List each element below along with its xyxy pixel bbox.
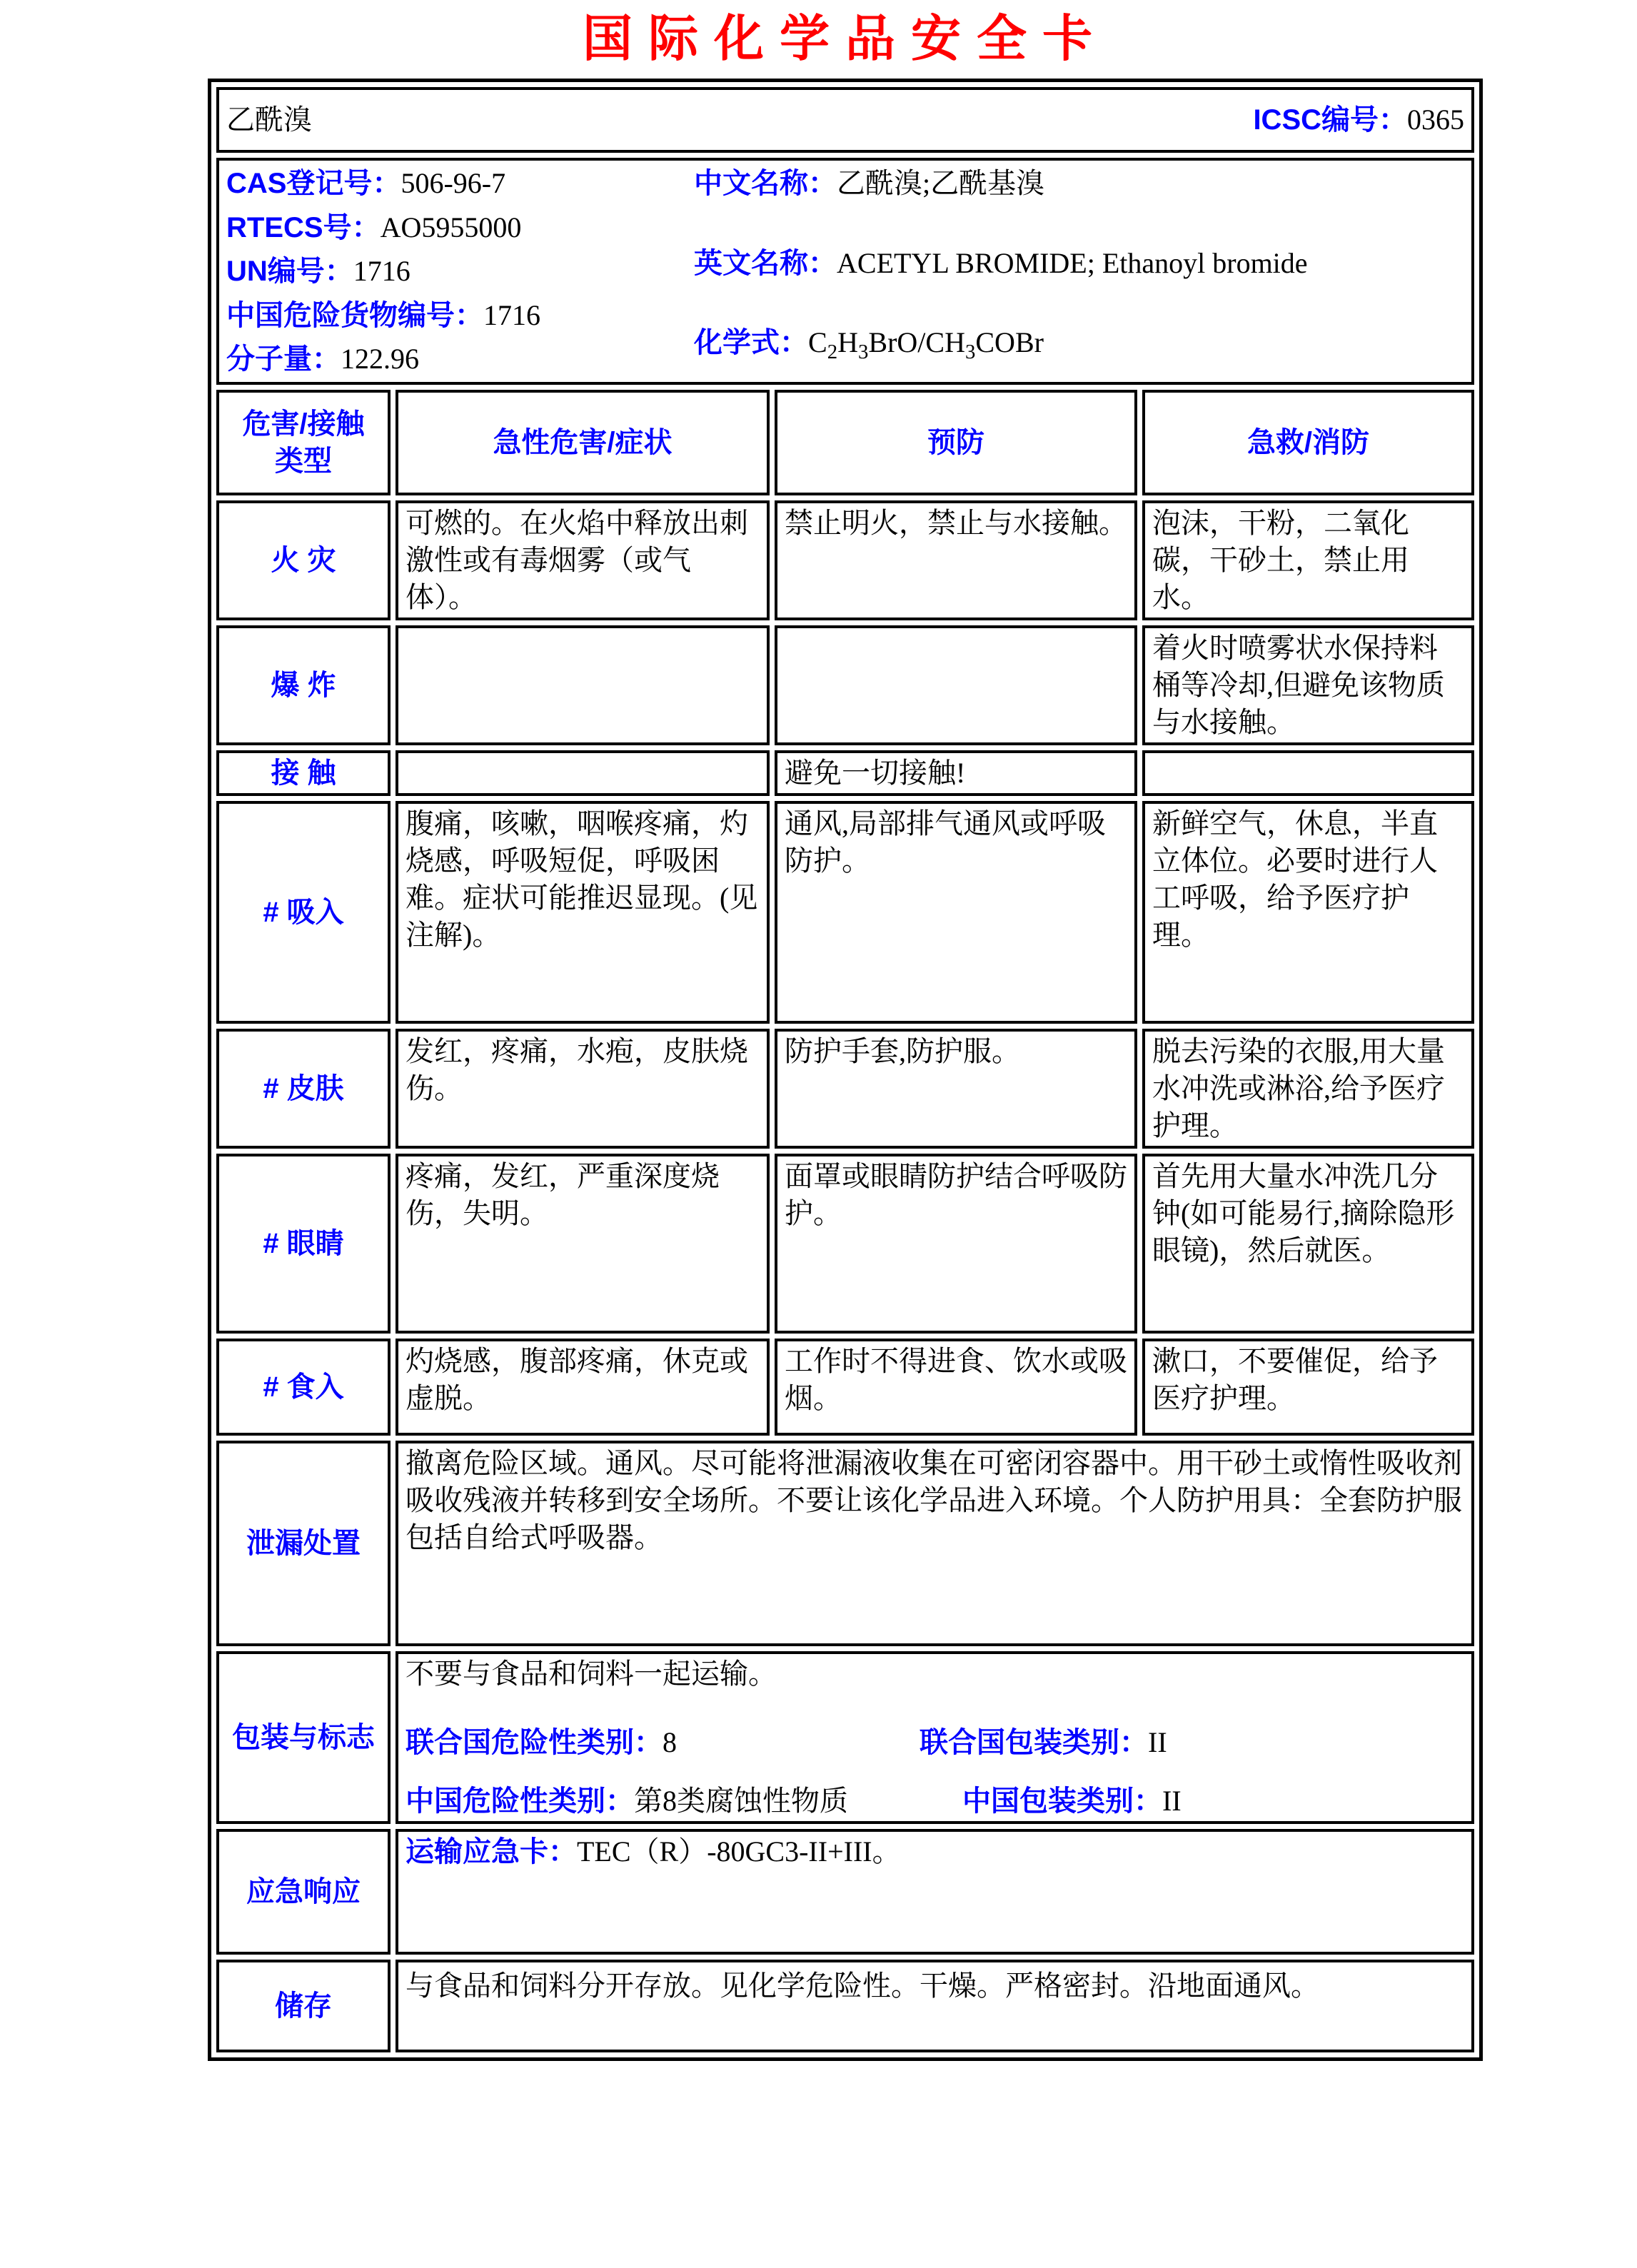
- skin-prevention-cell: 防护手套,防护服。: [775, 1029, 1137, 1149]
- inhalation-row: [216, 801, 1474, 1024]
- formula-line: [694, 324, 1464, 371]
- fire-fighting-cell: 泡沫，干粉，二氧化碳，干砂土，禁止用水。: [1142, 500, 1474, 620]
- storage-label-cell: 储存: [216, 1960, 391, 2052]
- emergency-response-label-cell: 应急响应: [216, 1829, 391, 1955]
- icsc-number-value: 0365: [1407, 104, 1465, 136]
- header-acute-hazards-cell: 急性危害/症状: [396, 390, 770, 495]
- rtecs-number-label: RTECS号：: [226, 211, 381, 243]
- cn-packing-group-pair: [962, 1785, 1182, 1817]
- un-packing-group-pair: [920, 1726, 1167, 1758]
- safety-card-table: [208, 79, 1483, 2061]
- header-hazard-type-line1: 危害/接触: [242, 408, 365, 440]
- eyes-label-cell: # 眼睛: [216, 1154, 391, 1334]
- skin-label-cell: # 皮肤: [216, 1029, 391, 1149]
- header-hazard-type-cell: [216, 390, 391, 495]
- icsc-document-page: [0, 10, 1637, 2268]
- chinese-name-label: 中文名称：: [694, 168, 837, 199]
- explosion-row: [216, 625, 1474, 745]
- contact-label-cell: 接 触: [216, 750, 391, 796]
- un-packing-group-value: II: [1148, 1726, 1167, 1758]
- inhalation-first-aid-cell: 新鲜空气，休息，半直立体位。必要时进行人工呼吸，给予医疗护理。: [1142, 801, 1474, 1024]
- page-title: 国际化学品安全卡: [583, 12, 1108, 67]
- spillage-content-cell: 撤离危险区域。通风。尽可能将泄漏液收集在可密闭容器中。用干砂土或惰性吸收剂吸收残液并转移到安全场所。不要让该化学品进入环境。个人防护用具：全套防护服包括自给式呼吸器。: [396, 1441, 1474, 1646]
- explosion-prevention-cell: [775, 625, 1137, 745]
- header-hazard-type-line2: 类型: [275, 445, 332, 477]
- un-number-value: 1716: [353, 255, 410, 287]
- spillage-label-cell: 泄漏处置: [216, 1441, 391, 1646]
- contact-symptoms-cell: [396, 750, 770, 796]
- cn-packing-group-value: II: [1162, 1785, 1182, 1817]
- header-first-aid-cell: 急救/消防: [1142, 390, 1474, 495]
- transport-emergency-card-label: 运输应急卡：: [406, 1836, 577, 1868]
- rtecs-number-line: [226, 209, 694, 246]
- transport-emergency-card-value: TEC（R）-80GC3-II+III。: [577, 1835, 901, 1868]
- china-dg-number-value: 1716: [483, 298, 540, 331]
- ingestion-symptoms-cell: 灼烧感，腹部疼痛，休克或虚脱。: [396, 1339, 770, 1436]
- china-dg-number-line: [226, 297, 694, 334]
- skin-row: [216, 1029, 1474, 1149]
- ingestion-row: [216, 1339, 1474, 1436]
- inhalation-prevention-cell: 通风,局部排气通风或呼吸防护。: [775, 801, 1137, 1024]
- un-number-line: [226, 253, 694, 290]
- english-name-line: [694, 245, 1464, 282]
- header-prevention-cell: 预防: [775, 390, 1137, 495]
- molecular-weight-label: 分子量：: [226, 343, 341, 375]
- substance-title-cell: [216, 87, 1474, 153]
- cas-number-line: [226, 165, 694, 202]
- spillage-row: [216, 1441, 1474, 1646]
- inhalation-symptoms-cell: 腹痛，咳嗽，咽喉疼痛，灼烧感，呼吸短促，呼吸困难。症状可能推迟显现。(见注解)。: [396, 801, 770, 1024]
- emergency-response-content-cell: [396, 1829, 1474, 1955]
- hazard-table-header-row: [216, 390, 1474, 495]
- fire-row: [216, 500, 1474, 620]
- eyes-row: [216, 1154, 1474, 1334]
- english-name-label: 英文名称：: [694, 247, 837, 279]
- explosion-symptoms-cell: [396, 625, 770, 745]
- un-number-label: UN编号：: [226, 256, 353, 287]
- ingestion-first-aid-cell: 漱口，不要催促，给予医疗护理。: [1142, 1339, 1474, 1436]
- chinese-name-line: [694, 165, 1464, 202]
- identification-row: [216, 158, 1474, 385]
- storage-text: 与食品和饲料分开存放。见化学危险性。干燥。严格密封。沿地面通风。: [406, 1970, 1319, 2002]
- china-dg-number-label: 中国危险货物编号：: [226, 299, 483, 331]
- fire-label-cell: 火 灾: [216, 500, 391, 620]
- cn-hazard-class-value: 第8类腐蚀性物质: [634, 1785, 848, 1817]
- chemical-formula-label: 化学式：: [694, 327, 808, 358]
- un-packing-group-label: 联合国包装类别：: [920, 1727, 1148, 1758]
- substance-title-row: [216, 87, 1474, 153]
- chemical-formula: $C_2H_3BrO/CH_3COBr$: [808, 326, 1044, 363]
- cn-hazard-class-label: 中国危险性类别：: [406, 1785, 634, 1817]
- fire-symptoms-cell: 可燃的。在火焰中释放出刺激性或有毒烟雾（或气体）。: [396, 500, 770, 620]
- eyes-first-aid-cell: 首先用大量水冲洗几分钟(如可能易行,摘除隐形眼镜)，然后就医。: [1142, 1154, 1474, 1334]
- storage-content-cell: [396, 1960, 1474, 2052]
- cn-packing-group-label: 中国包装类别：: [962, 1785, 1162, 1817]
- molecular-weight-line: [226, 341, 694, 378]
- skin-symptoms-cell: 发红，疼痛，水疱，皮肤烧伤。: [396, 1029, 770, 1149]
- cn-classification-line: [406, 1783, 1464, 1820]
- un-hazard-class-pair: [406, 1724, 920, 1761]
- storage-row: [216, 1960, 1474, 2052]
- eyes-prevention-cell: 面罩或眼睛防护结合呼吸防护。: [775, 1154, 1137, 1334]
- packaging-content-cell: [396, 1651, 1474, 1824]
- contact-prevention-cell: 避免一切接触!: [775, 750, 1137, 796]
- molecular-weight-value: 122.96: [341, 343, 419, 375]
- icsc-number-group: [1253, 101, 1464, 138]
- packaging-transport-note: 不要与食品和饲料一起运输。: [406, 1658, 777, 1690]
- contact-fighting-cell: [1142, 750, 1474, 796]
- un-hazard-class-label: 联合国危险性类别：: [406, 1727, 663, 1758]
- packaging-row: [216, 1651, 1474, 1824]
- inhalation-label-cell: # 吸入: [216, 801, 391, 1024]
- cas-number-label: CAS登记号：: [226, 168, 401, 199]
- cn-hazard-class-pair: [406, 1783, 962, 1820]
- un-classification-line: [406, 1724, 1464, 1761]
- un-hazard-class-value: 8: [663, 1726, 677, 1758]
- contact-row: [216, 750, 1474, 796]
- chinese-name-value: 乙酰溴;乙酰基溴: [837, 167, 1045, 199]
- identifier-list: [226, 162, 694, 380]
- rtecs-number-value: AO5955000: [380, 211, 522, 243]
- identification-cell: [216, 158, 1474, 385]
- explosion-label-cell: 爆 炸: [216, 625, 391, 745]
- emergency-response-row: [216, 1829, 1474, 1955]
- icsc-number-label: ICSC编号：: [1253, 104, 1408, 136]
- explosion-fighting-cell: 着火时喷雾状水保持料桶等冷却,但避免该物质与水接触。: [1142, 625, 1474, 745]
- ingestion-prevention-cell: 工作时不得进食、饮水或吸烟。: [775, 1339, 1137, 1436]
- substance-name: 乙酰溴: [226, 104, 312, 136]
- english-name-value: ACETYL BROMIDE; Ethanoyl bromide: [837, 246, 1308, 279]
- ingestion-label-cell: # 食入: [216, 1339, 391, 1436]
- packaging-label-cell: 包装与标志: [216, 1651, 391, 1824]
- fire-prevention-cell: 禁止明火，禁止与水接触。: [775, 500, 1137, 620]
- eyes-symptoms-cell: 疼痛，发红，严重深度烧伤，失明。: [396, 1154, 770, 1334]
- name-list: [694, 162, 1464, 380]
- cas-number-value: 506-96-7: [401, 167, 506, 199]
- skin-first-aid-cell: 脱去污染的衣服,用大量水冲洗或淋浴,给予医疗护理。: [1142, 1029, 1474, 1149]
